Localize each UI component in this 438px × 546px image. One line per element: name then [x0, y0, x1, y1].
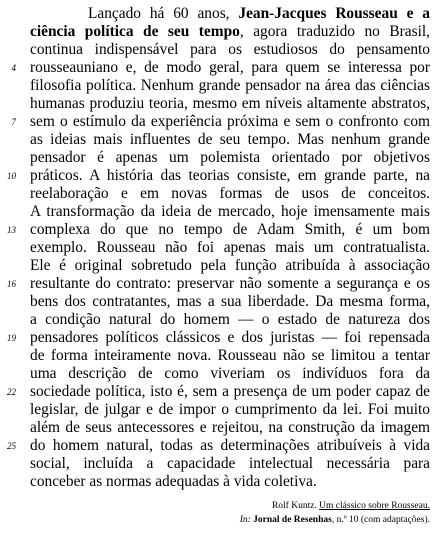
text-line: humanas produziu teoria, mesmo em níveis altamente abstratos, [30, 95, 430, 112]
line-number: 19 [7, 333, 16, 343]
text-line: pensador é apenas um polemista orientado por objetivos [30, 149, 430, 166]
text-line [32, 5, 430, 23]
source-author: Rolf Kuntz. [271, 501, 320, 511]
text-line: além de seus antecessores e rejeitou, na construção da imagem [30, 419, 430, 436]
text-line: sociedade política, isto é, sem a presença de um poder capaz de [30, 383, 430, 400]
text-line [30, 23, 430, 41]
text-line: legislar, de julgar e de impor o cumprimento da lei. Foi muito [30, 401, 430, 418]
text-line: resultante do contrato: preservar não somente a segurança e os [30, 275, 430, 292]
line-number: 13 [7, 225, 16, 235]
line-text: , agora traduzido no Brasil, [239, 23, 430, 40]
line-number: 7 [11, 117, 16, 127]
text-line: bens dos contratantes, mas a sua liberdade. Da mesma forma, [30, 293, 430, 310]
bold-title-part: Jean-Jacques Rousseau e a [238, 5, 430, 22]
text-line: uma descrição de como viveriam os indivíduos fora da [30, 365, 430, 382]
source-journal: Jornal de Resenhas [253, 515, 332, 525]
text-line: as ideias mais influentes de seu tempo. Mas nenhum grande [30, 131, 430, 148]
text-line: Ele é original sobretudo pela função atribuída à associação [30, 257, 430, 274]
text-line: de forma inteiramente nova. Rousseau não se limitou a tentar [30, 347, 430, 364]
source-detail: , n.º 10 (com adaptações). [331, 515, 430, 525]
text-line: continua indispensável para os estudiosos do pensamento [30, 41, 430, 58]
line-number: 22 [7, 387, 16, 397]
source-article-title: Um clássico sobre Rousseau. [319, 501, 430, 511]
bold-title-part: ciência política de seu tempo [30, 23, 240, 40]
text-line: exemplo. Rousseau não foi apenas mais um contratualista. [30, 239, 430, 256]
line-text: Lançado há 60 anos, [88, 5, 239, 22]
text-line: filosofia política. Nenhum grande pensador na área das ciências [30, 77, 430, 94]
text-line: do homem natural, todas as determinações atribuíveis à vida [30, 437, 430, 454]
source-citation-line2 [240, 514, 430, 527]
text-line: a condição natural do homem — o estado de natureza dos [30, 311, 430, 328]
text-line: social, incluída a capacidade intelectual necessária para [30, 455, 430, 472]
text-line: práticos. A história das teorias consiste, em grande parte, na [30, 167, 430, 184]
text-line: A transformação da ideia de mercado, hoje imensamente mais [30, 203, 430, 220]
text-line: complexa do que no tempo de Adam Smith, é um bom [30, 221, 430, 238]
line-number: 16 [7, 279, 16, 289]
line-number: 4 [11, 63, 16, 73]
text-line: conceber as normas adequadas à vida coletiva. [30, 473, 317, 490]
text-line: sem o estímulo da experiência próxima e sem o confronto com [30, 113, 430, 130]
line-number: 25 [7, 441, 16, 451]
text-line: reelaboração e em novas formas de usos de conceitos. [30, 185, 430, 202]
source-in-label: In: [239, 515, 251, 525]
text-line: rousseauniano e, de modo geral, para quem se interessa por [30, 59, 430, 76]
text-line: pensadores políticos clássicos e dos juristas — foi repensada [30, 329, 430, 346]
source-citation-line1 [272, 500, 430, 513]
line-number: 10 [7, 171, 16, 181]
